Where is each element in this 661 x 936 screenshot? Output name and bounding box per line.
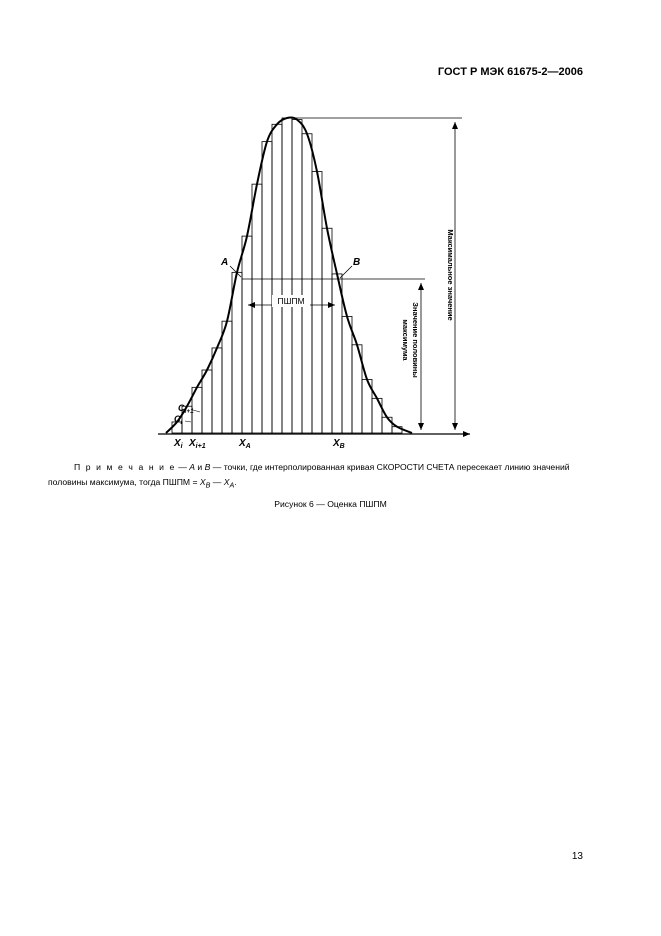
standard-header: ГОСТ Р МЭК 61675-2—2006 — [437, 66, 583, 78]
histogram-bar — [322, 228, 332, 433]
note-prefix: П р и м е ч а н и е — [74, 462, 176, 472]
x-i-label: $X_i$ — [174, 438, 183, 450]
c-i1-label: $C_{i+1}$ — [178, 403, 194, 415]
max-value-label: Максимальное значение — [446, 229, 455, 321]
histogram-bar — [342, 316, 352, 433]
histogram-bar — [292, 120, 302, 433]
half-max-label-line1: Значение половины — [411, 302, 420, 378]
point-a-label: A — [221, 257, 229, 268]
c-i-pointer — [185, 421, 191, 422]
histogram-bar — [302, 134, 312, 433]
histogram-bar — [202, 370, 212, 433]
histogram-bar — [232, 272, 242, 433]
histogram-bar — [312, 172, 322, 433]
histogram-bar — [242, 236, 252, 433]
fwhm-label: ПШПМ — [277, 296, 305, 306]
x-i1-label: $X_{i+1}$ — [189, 438, 206, 450]
c-i1-pointer — [193, 410, 200, 412]
half-max-label-line2: максимума — [401, 319, 410, 361]
histogram-bar — [222, 321, 232, 433]
figure-caption: Рисунок 6 — Оценка ПШПМ — [274, 499, 387, 509]
note-text: — точки, где интерполированная кривая СКОРОСТИ СЧЕТА пересекает линию значений половины максимума, тогда ПШПМ = — [48, 462, 570, 487]
note-paragraph: П р и м е ч а н и е — A и B — точки, где интерполированная кривая СКОРОСТИ СЧЕТА пересекает линию значений половины максимума, тогда ПШПМ = $X_B$ — $X_A$. — [48, 462, 570, 490]
page-number: 13 — [571, 851, 583, 862]
figure-note — [48, 460, 583, 494]
histogram-bar — [282, 118, 292, 433]
histogram-bar — [252, 184, 262, 433]
histogram-bar — [212, 348, 222, 433]
histogram-bars — [172, 118, 402, 433]
c-i-label: $C_i$ — [174, 414, 183, 426]
x-b-label: $X_B$ — [333, 438, 345, 450]
point-b-pointer — [340, 266, 352, 278]
interpolated-curve — [166, 117, 412, 433]
histogram-bar — [332, 274, 342, 433]
histogram-bar — [262, 142, 272, 433]
point-b-label: B — [353, 257, 361, 268]
note-a: A — [189, 462, 196, 472]
histogram-bar — [382, 417, 392, 433]
note-b: B — [204, 462, 211, 472]
x-a-label: $X_A$ — [239, 438, 251, 450]
